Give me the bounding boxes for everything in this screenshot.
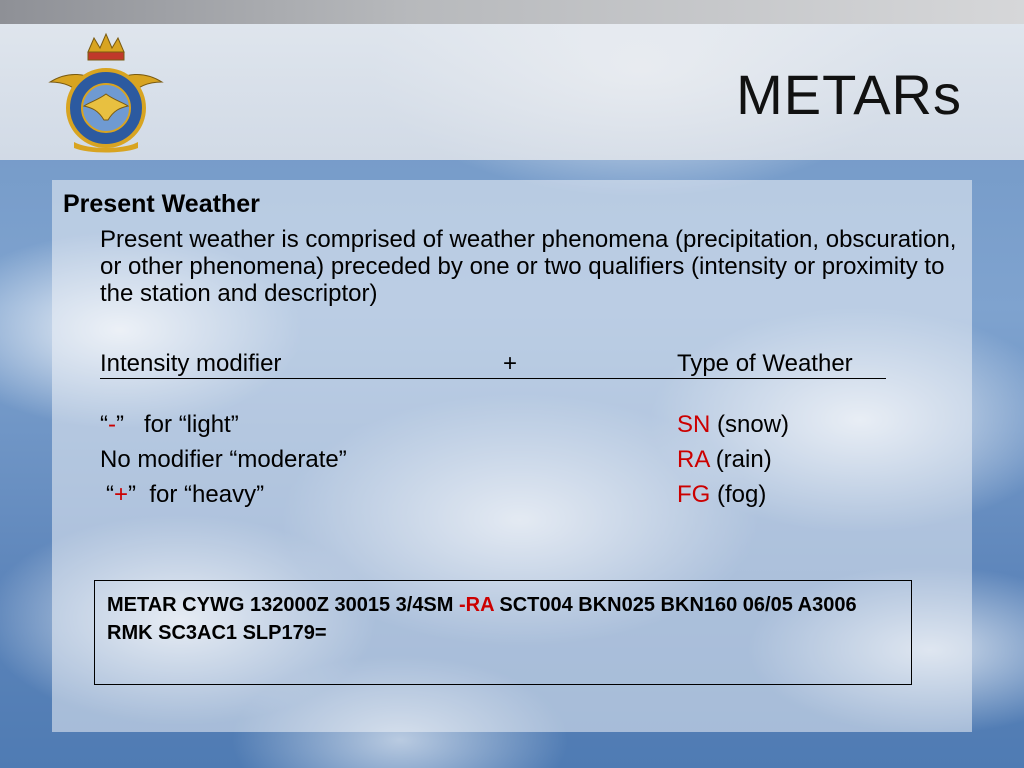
weather-fog: FG (fog) xyxy=(677,481,767,508)
weather-rain: RA (rain) xyxy=(677,446,772,473)
minus-symbol: - xyxy=(108,411,116,438)
section-heading: Present Weather xyxy=(63,190,260,218)
modifier-moderate: No modifier “moderate” xyxy=(100,446,347,473)
top-strip xyxy=(0,0,1024,24)
modifier-heavy: “+” for “heavy” xyxy=(106,481,265,508)
weather-snow: SN (snow) xyxy=(677,411,790,438)
plus-sign: + xyxy=(503,350,518,377)
description-text: Present weather is comprised of weather phenomena (precipitation, obscuration, or other phenomena) preceded by one or two qualifiers (intensity or proximity to the station and descriptor) xyxy=(100,226,957,307)
metar-highlight: -RA xyxy=(459,594,494,616)
modifier-light: “-” for “light” xyxy=(100,411,239,438)
weather-type-header: Type of Weather xyxy=(677,350,853,377)
metar-example-text: METAR CYWG 132000Z 30015 3/4SM -RA SCT004 BKN025 BKN160 06/05 A3006 RMK SC3AC1 SLP179= xyxy=(107,594,857,644)
intensity-header: Intensity modifier xyxy=(100,350,282,377)
slide-title: METARs xyxy=(736,63,962,126)
plus-symbol: + xyxy=(114,481,129,508)
table-header xyxy=(100,350,886,379)
rcaf-crest-icon xyxy=(48,30,164,154)
